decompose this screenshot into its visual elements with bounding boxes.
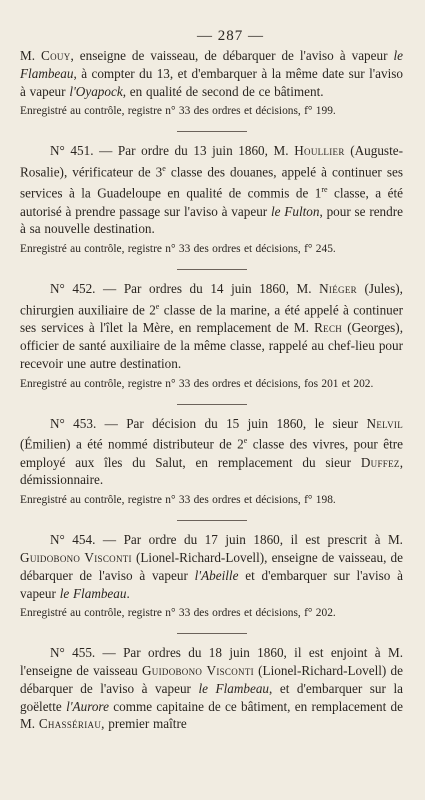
intro-registration: Enregistré au contrôle, registre n° 33 des ordres et décisions, f° 199. [20, 105, 336, 118]
entry-text: N° 453. — Par décision du 15 juin 1860, le sieur Nelvil (Émilien) a été nommé distributeur de 2e classe des vivres, pour être employé aux îles du Salut, en remplacement du sieur Duffez, démissionnaire. [20, 415, 403, 488]
entry-number: N° 454. [50, 532, 96, 548]
entry-text: N° 454. — Par ordre du 17 juin 1860, il est prescrit à M. Guidobono Visconti (Lionel-Richard-Lovell), enseigne de vaisseau, de débarquer de l'aviso à vapeur l'Abeille et d'embarquer sur l'aviso à vapeur le Flambeau. [20, 532, 403, 601]
entry-451 [20, 142, 403, 257]
separator [177, 520, 247, 521]
entry-number: N° 453. [50, 415, 97, 431]
intro-text: M. Couy, enseigne de vaisseau, de débarquer de l'aviso à vapeur le Flambeau, à compter du 13, et d'embarquer à la même date sur l'aviso à vapeur l'Oyapock, en qualité de second de ce bâtiment. [20, 48, 403, 99]
intro-block [20, 47, 403, 119]
entry-number: N° 451. [50, 143, 94, 159]
entry-number: N° 452. [50, 281, 96, 297]
entry-452 [20, 280, 403, 391]
entry-text: N° 452. — Par ordres du 14 juin 1860, M. Niéger (Jules), chirurgien auxiliaire de 2e classe de la marine, a été appelé à continuer ses services à l'îlet la Mère, en remplacement de M. Rech (Georges), officier de santé auxiliaire de la même classe, rappelé au chef-lieu pour recevoir une autre destination. [20, 281, 403, 371]
entry-number: N° 455. [50, 645, 96, 661]
page-number: — 287 — [197, 28, 264, 44]
entry-text: N° 455. — Par ordres du 18 juin 1860, il est enjoint à M. l'enseigne de vaisseau Guidobono Visconti (Lionel-Richard-Lovell) de débarquer de l'aviso à vapeur le Flambeau, et d'embarquer sur la goëlette l'Aurore comme capitaine de ce bâtiment, en remplacement de M. Chassériau, premier maître [20, 645, 403, 732]
separator [177, 131, 247, 132]
entry-registration: Enregistré au contrôle, registre n° 33 des ordres et décisions, fos 201 et 202. [20, 377, 374, 390]
entry-text: N° 451. — Par ordre du 13 juin 1860, M. Houllier (Auguste-Rosalie), vérificateur de 3e classe des douanes, appelé à continuer ses services à la Guadeloupe en qualité de commis de 1re classe, a été autorisé à prendre passage sur l'aviso à vapeur le Fulton, pour se rendre à sa nouvelle destination. [20, 143, 403, 237]
entry-registration: Enregistré au contrôle, registre n° 33 des ordres et décisions, f° 245. [20, 243, 336, 256]
separator [177, 633, 247, 634]
entry-455 [20, 644, 403, 733]
entry-453 [20, 415, 403, 509]
separator [177, 269, 247, 270]
separator [177, 404, 247, 405]
entry-registration: Enregistré au contrôle, registre n° 33 des ordres et décisions, f° 198. [20, 494, 336, 507]
entry-454 [20, 531, 403, 621]
entry-registration: Enregistré au contrôle, registre n° 33 des ordres et décisions, f° 202. [20, 607, 336, 620]
